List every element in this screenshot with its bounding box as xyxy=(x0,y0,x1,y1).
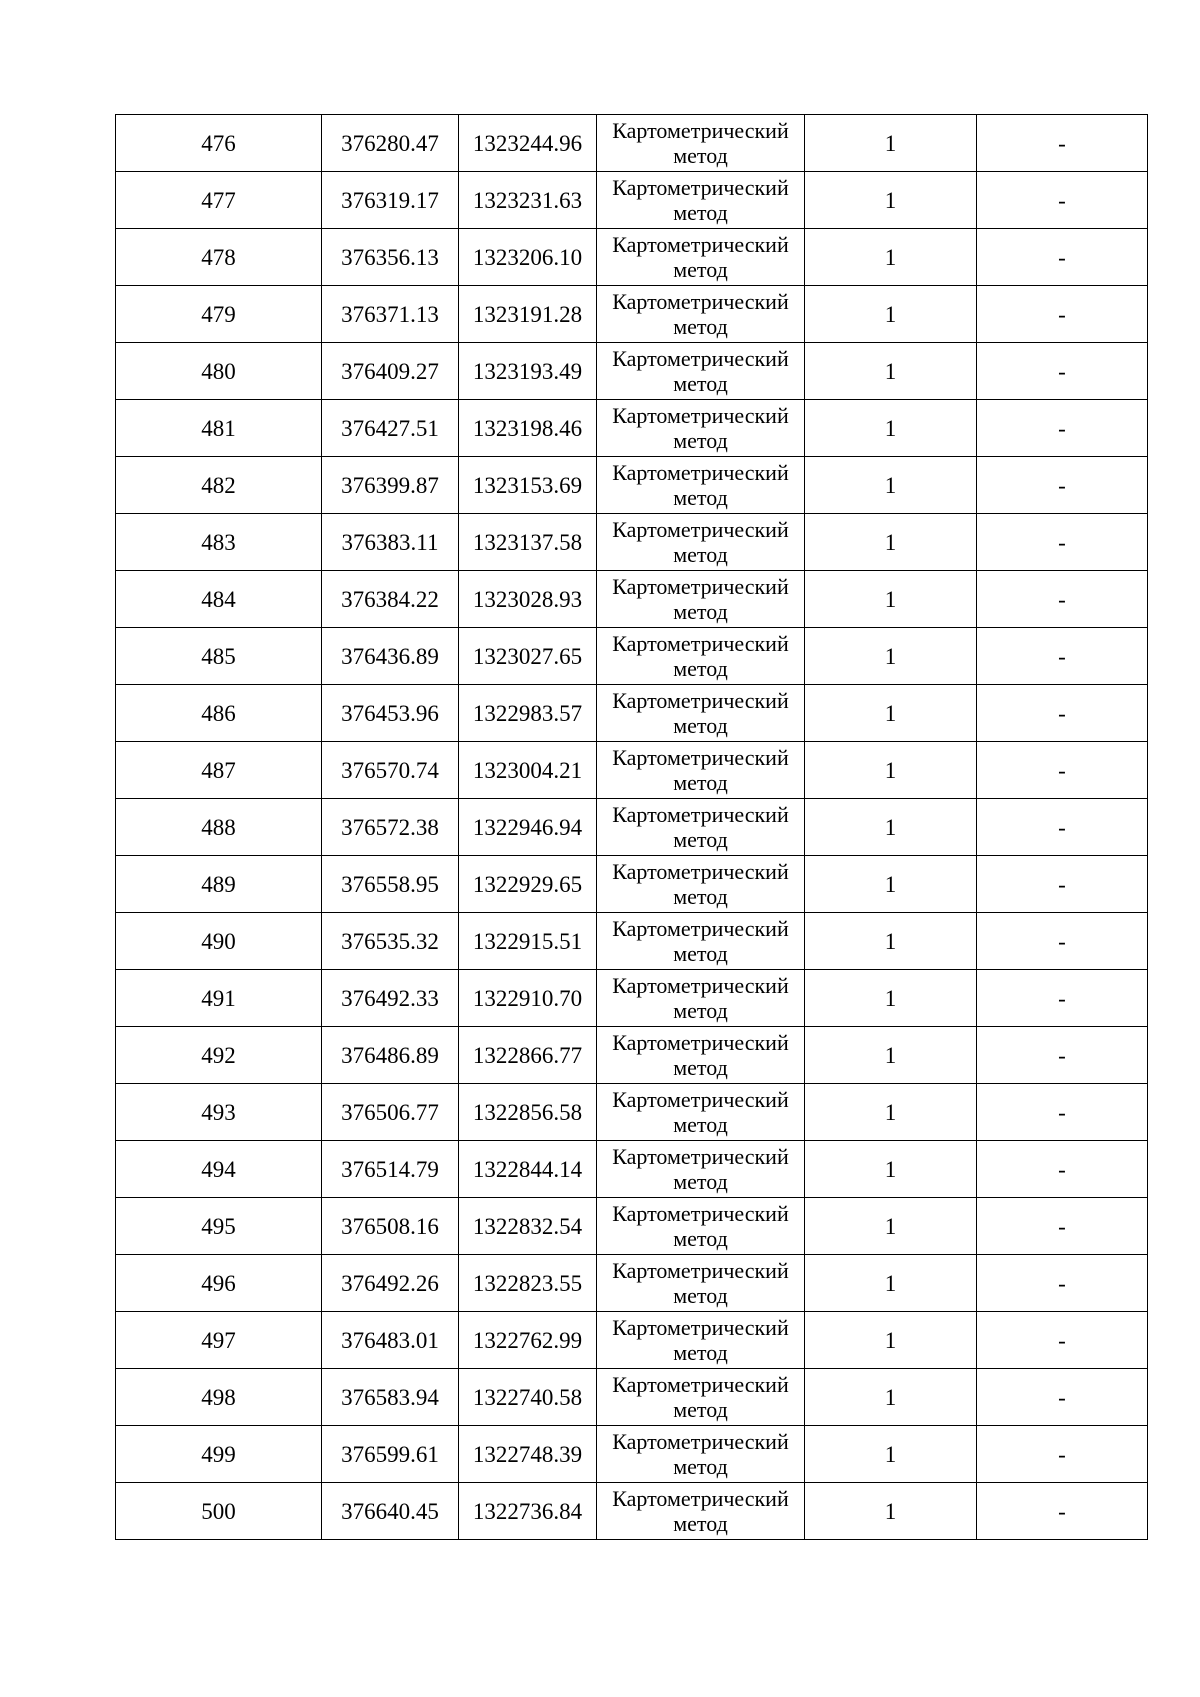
method-line-1: Картометрический xyxy=(612,1144,789,1169)
point-number-cell: 481 xyxy=(116,400,322,457)
y-coordinate-cell: 1322740.58 xyxy=(459,1369,597,1426)
method-cell xyxy=(597,229,805,286)
y-coordinate-cell: 1322866.77 xyxy=(459,1027,597,1084)
method-line-1: Картометрический xyxy=(612,688,789,713)
method-cell xyxy=(597,628,805,685)
method-cell xyxy=(597,913,805,970)
note-cell: - xyxy=(977,1312,1148,1369)
x-coordinate-cell: 376514.79 xyxy=(322,1141,459,1198)
table-row xyxy=(116,115,1148,172)
method-cell xyxy=(597,115,805,172)
method-cell xyxy=(597,1027,805,1084)
method-line-1: Картометрический xyxy=(612,1315,789,1340)
accuracy-cell: 1 xyxy=(805,1369,977,1426)
method-line-2: метод xyxy=(673,1226,728,1251)
table-row xyxy=(116,913,1148,970)
method-line-1: Картометрический xyxy=(612,1258,789,1283)
method-cell xyxy=(597,514,805,571)
accuracy-cell: 1 xyxy=(805,115,977,172)
x-coordinate-cell: 376599.61 xyxy=(322,1426,459,1483)
point-number-cell: 486 xyxy=(116,685,322,742)
point-number-cell: 477 xyxy=(116,172,322,229)
x-coordinate-cell: 376486.89 xyxy=(322,1027,459,1084)
x-coordinate-cell: 376492.26 xyxy=(322,1255,459,1312)
y-coordinate-cell: 1322823.55 xyxy=(459,1255,597,1312)
point-number-cell: 479 xyxy=(116,286,322,343)
method-line-2: метод xyxy=(673,713,728,738)
note-cell: - xyxy=(977,1255,1148,1312)
method-cell xyxy=(597,571,805,628)
table-row xyxy=(116,856,1148,913)
table-row xyxy=(116,229,1148,286)
method-cell xyxy=(597,1312,805,1369)
x-coordinate-cell: 376356.13 xyxy=(322,229,459,286)
method-cell xyxy=(597,1141,805,1198)
note-cell: - xyxy=(977,1369,1148,1426)
method-line-1: Картометрический xyxy=(612,1372,789,1397)
accuracy-cell: 1 xyxy=(805,1198,977,1255)
y-coordinate-cell: 1322983.57 xyxy=(459,685,597,742)
x-coordinate-cell: 376572.38 xyxy=(322,799,459,856)
accuracy-cell: 1 xyxy=(805,970,977,1027)
point-number-cell: 491 xyxy=(116,970,322,1027)
method-line-2: метод xyxy=(673,1454,728,1479)
method-cell xyxy=(597,685,805,742)
method-line-1: Картометрический xyxy=(612,859,789,884)
table-row xyxy=(116,343,1148,400)
method-line-1: Картометрический xyxy=(612,916,789,941)
method-line-1: Картометрический xyxy=(612,631,789,656)
point-number-cell: 493 xyxy=(116,1084,322,1141)
note-cell: - xyxy=(977,571,1148,628)
method-line-1: Картометрический xyxy=(612,1087,789,1112)
table-row xyxy=(116,286,1148,343)
method-line-2: метод xyxy=(673,542,728,567)
accuracy-cell: 1 xyxy=(805,1141,977,1198)
method-line-2: метод xyxy=(673,200,728,225)
table-row xyxy=(116,1255,1148,1312)
y-coordinate-cell: 1322946.94 xyxy=(459,799,597,856)
point-number-cell: 488 xyxy=(116,799,322,856)
method-line-2: метод xyxy=(673,314,728,339)
table-row xyxy=(116,571,1148,628)
method-line-2: метод xyxy=(673,656,728,681)
method-line-1: Картометрический xyxy=(612,232,789,257)
y-coordinate-cell: 1323198.46 xyxy=(459,400,597,457)
accuracy-cell: 1 xyxy=(805,514,977,571)
accuracy-cell: 1 xyxy=(805,913,977,970)
y-coordinate-cell: 1322762.99 xyxy=(459,1312,597,1369)
accuracy-cell: 1 xyxy=(805,1255,977,1312)
y-coordinate-cell: 1323137.58 xyxy=(459,514,597,571)
method-line-1: Картометрический xyxy=(612,745,789,770)
x-coordinate-cell: 376427.51 xyxy=(322,400,459,457)
method-line-2: метод xyxy=(673,1169,728,1194)
table-row xyxy=(116,400,1148,457)
accuracy-cell: 1 xyxy=(805,1027,977,1084)
accuracy-cell: 1 xyxy=(805,685,977,742)
x-coordinate-cell: 376492.33 xyxy=(322,970,459,1027)
y-coordinate-cell: 1322748.39 xyxy=(459,1426,597,1483)
y-coordinate-cell: 1323004.21 xyxy=(459,742,597,799)
method-line-2: метод xyxy=(673,884,728,909)
point-number-cell: 483 xyxy=(116,514,322,571)
method-line-1: Картометрический xyxy=(612,460,789,485)
table-row xyxy=(116,1312,1148,1369)
table-row xyxy=(116,1483,1148,1540)
point-number-cell: 476 xyxy=(116,115,322,172)
x-coordinate-cell: 376383.11 xyxy=(322,514,459,571)
coordinates-table xyxy=(115,114,1148,1540)
method-cell xyxy=(597,1084,805,1141)
x-coordinate-cell: 376506.77 xyxy=(322,1084,459,1141)
x-coordinate-cell: 376640.45 xyxy=(322,1483,459,1540)
point-number-cell: 495 xyxy=(116,1198,322,1255)
y-coordinate-cell: 1322832.54 xyxy=(459,1198,597,1255)
accuracy-cell: 1 xyxy=(805,1426,977,1483)
y-coordinate-cell: 1323027.65 xyxy=(459,628,597,685)
table-body xyxy=(116,115,1148,1540)
note-cell: - xyxy=(977,1198,1148,1255)
accuracy-cell: 1 xyxy=(805,799,977,856)
table-row xyxy=(116,799,1148,856)
table-row xyxy=(116,457,1148,514)
method-line-2: метод xyxy=(673,428,728,453)
method-cell xyxy=(597,1198,805,1255)
method-cell xyxy=(597,400,805,457)
method-line-2: метод xyxy=(673,1511,728,1536)
table-row xyxy=(116,172,1148,229)
method-line-1: Картометрический xyxy=(612,289,789,314)
point-number-cell: 489 xyxy=(116,856,322,913)
method-line-2: метод xyxy=(673,827,728,852)
point-number-cell: 498 xyxy=(116,1369,322,1426)
x-coordinate-cell: 376319.17 xyxy=(322,172,459,229)
note-cell: - xyxy=(977,628,1148,685)
point-number-cell: 480 xyxy=(116,343,322,400)
method-cell xyxy=(597,172,805,229)
x-coordinate-cell: 376409.27 xyxy=(322,343,459,400)
method-cell xyxy=(597,742,805,799)
table-row xyxy=(116,742,1148,799)
y-coordinate-cell: 1322736.84 xyxy=(459,1483,597,1540)
y-coordinate-cell: 1323231.63 xyxy=(459,172,597,229)
table-row xyxy=(116,1141,1148,1198)
accuracy-cell: 1 xyxy=(805,343,977,400)
x-coordinate-cell: 376371.13 xyxy=(322,286,459,343)
method-line-2: метод xyxy=(673,1055,728,1080)
point-number-cell: 487 xyxy=(116,742,322,799)
table-row xyxy=(116,1198,1148,1255)
note-cell: - xyxy=(977,115,1148,172)
table-row xyxy=(116,685,1148,742)
method-line-2: метод xyxy=(673,371,728,396)
point-number-cell: 478 xyxy=(116,229,322,286)
method-line-2: метод xyxy=(673,1283,728,1308)
method-line-2: метод xyxy=(673,257,728,282)
accuracy-cell: 1 xyxy=(805,457,977,514)
note-cell: - xyxy=(977,1141,1148,1198)
method-line-2: метод xyxy=(673,599,728,624)
y-coordinate-cell: 1322844.14 xyxy=(459,1141,597,1198)
note-cell: - xyxy=(977,742,1148,799)
method-line-1: Картометрический xyxy=(612,1429,789,1454)
accuracy-cell: 1 xyxy=(805,229,977,286)
method-line-1: Картометрический xyxy=(612,175,789,200)
method-cell xyxy=(597,286,805,343)
accuracy-cell: 1 xyxy=(805,571,977,628)
note-cell: - xyxy=(977,799,1148,856)
method-line-2: метод xyxy=(673,1112,728,1137)
method-line-1: Картометрический xyxy=(612,973,789,998)
table-row xyxy=(116,628,1148,685)
note-cell: - xyxy=(977,400,1148,457)
method-line-1: Картометрический xyxy=(612,517,789,542)
y-coordinate-cell: 1323206.10 xyxy=(459,229,597,286)
point-number-cell: 492 xyxy=(116,1027,322,1084)
note-cell: - xyxy=(977,1084,1148,1141)
x-coordinate-cell: 376453.96 xyxy=(322,685,459,742)
note-cell: - xyxy=(977,685,1148,742)
accuracy-cell: 1 xyxy=(805,172,977,229)
method-line-1: Картометрический xyxy=(612,1030,789,1055)
accuracy-cell: 1 xyxy=(805,856,977,913)
x-coordinate-cell: 376280.47 xyxy=(322,115,459,172)
method-line-1: Картометрический xyxy=(612,346,789,371)
table-row xyxy=(116,970,1148,1027)
method-line-1: Картометрический xyxy=(612,802,789,827)
method-line-2: метод xyxy=(673,941,728,966)
note-cell: - xyxy=(977,343,1148,400)
y-coordinate-cell: 1323153.69 xyxy=(459,457,597,514)
x-coordinate-cell: 376508.16 xyxy=(322,1198,459,1255)
table-row xyxy=(116,1369,1148,1426)
note-cell: - xyxy=(977,1426,1148,1483)
accuracy-cell: 1 xyxy=(805,1312,977,1369)
accuracy-cell: 1 xyxy=(805,286,977,343)
y-coordinate-cell: 1322856.58 xyxy=(459,1084,597,1141)
method-line-1: Картометрический xyxy=(612,574,789,599)
method-cell xyxy=(597,970,805,1027)
method-cell xyxy=(597,856,805,913)
accuracy-cell: 1 xyxy=(805,628,977,685)
accuracy-cell: 1 xyxy=(805,1483,977,1540)
x-coordinate-cell: 376384.22 xyxy=(322,571,459,628)
table-row xyxy=(116,1084,1148,1141)
method-cell xyxy=(597,1483,805,1540)
method-line-2: метод xyxy=(673,485,728,510)
note-cell: - xyxy=(977,172,1148,229)
y-coordinate-cell: 1323028.93 xyxy=(459,571,597,628)
point-number-cell: 484 xyxy=(116,571,322,628)
method-cell xyxy=(597,457,805,514)
method-cell xyxy=(597,1426,805,1483)
point-number-cell: 494 xyxy=(116,1141,322,1198)
method-line-1: Картометрический xyxy=(612,118,789,143)
note-cell: - xyxy=(977,913,1148,970)
table-row xyxy=(116,514,1148,571)
note-cell: - xyxy=(977,514,1148,571)
x-coordinate-cell: 376570.74 xyxy=(322,742,459,799)
method-line-1: Картометрический xyxy=(612,403,789,428)
y-coordinate-cell: 1323193.49 xyxy=(459,343,597,400)
method-line-1: Картометрический xyxy=(612,1486,789,1511)
method-cell xyxy=(597,343,805,400)
x-coordinate-cell: 376483.01 xyxy=(322,1312,459,1369)
method-line-2: метод xyxy=(673,143,728,168)
point-number-cell: 496 xyxy=(116,1255,322,1312)
y-coordinate-cell: 1323244.96 xyxy=(459,115,597,172)
point-number-cell: 499 xyxy=(116,1426,322,1483)
method-line-2: метод xyxy=(673,1397,728,1422)
method-cell xyxy=(597,799,805,856)
point-number-cell: 485 xyxy=(116,628,322,685)
method-line-1: Картометрический xyxy=(612,1201,789,1226)
note-cell: - xyxy=(977,970,1148,1027)
note-cell: - xyxy=(977,229,1148,286)
method-line-2: метод xyxy=(673,998,728,1023)
note-cell: - xyxy=(977,457,1148,514)
method-line-2: метод xyxy=(673,770,728,795)
note-cell: - xyxy=(977,286,1148,343)
x-coordinate-cell: 376535.32 xyxy=(322,913,459,970)
point-number-cell: 482 xyxy=(116,457,322,514)
y-coordinate-cell: 1322929.65 xyxy=(459,856,597,913)
method-line-2: метод xyxy=(673,1340,728,1365)
y-coordinate-cell: 1322915.51 xyxy=(459,913,597,970)
accuracy-cell: 1 xyxy=(805,400,977,457)
table-row xyxy=(116,1426,1148,1483)
method-cell xyxy=(597,1369,805,1426)
x-coordinate-cell: 376399.87 xyxy=(322,457,459,514)
x-coordinate-cell: 376558.95 xyxy=(322,856,459,913)
note-cell: - xyxy=(977,856,1148,913)
point-number-cell: 497 xyxy=(116,1312,322,1369)
accuracy-cell: 1 xyxy=(805,1084,977,1141)
point-number-cell: 490 xyxy=(116,913,322,970)
x-coordinate-cell: 376583.94 xyxy=(322,1369,459,1426)
accuracy-cell: 1 xyxy=(805,742,977,799)
note-cell: - xyxy=(977,1483,1148,1540)
table-row xyxy=(116,1027,1148,1084)
y-coordinate-cell: 1322910.70 xyxy=(459,970,597,1027)
x-coordinate-cell: 376436.89 xyxy=(322,628,459,685)
point-number-cell: 500 xyxy=(116,1483,322,1540)
y-coordinate-cell: 1323191.28 xyxy=(459,286,597,343)
note-cell: - xyxy=(977,1027,1148,1084)
method-cell xyxy=(597,1255,805,1312)
